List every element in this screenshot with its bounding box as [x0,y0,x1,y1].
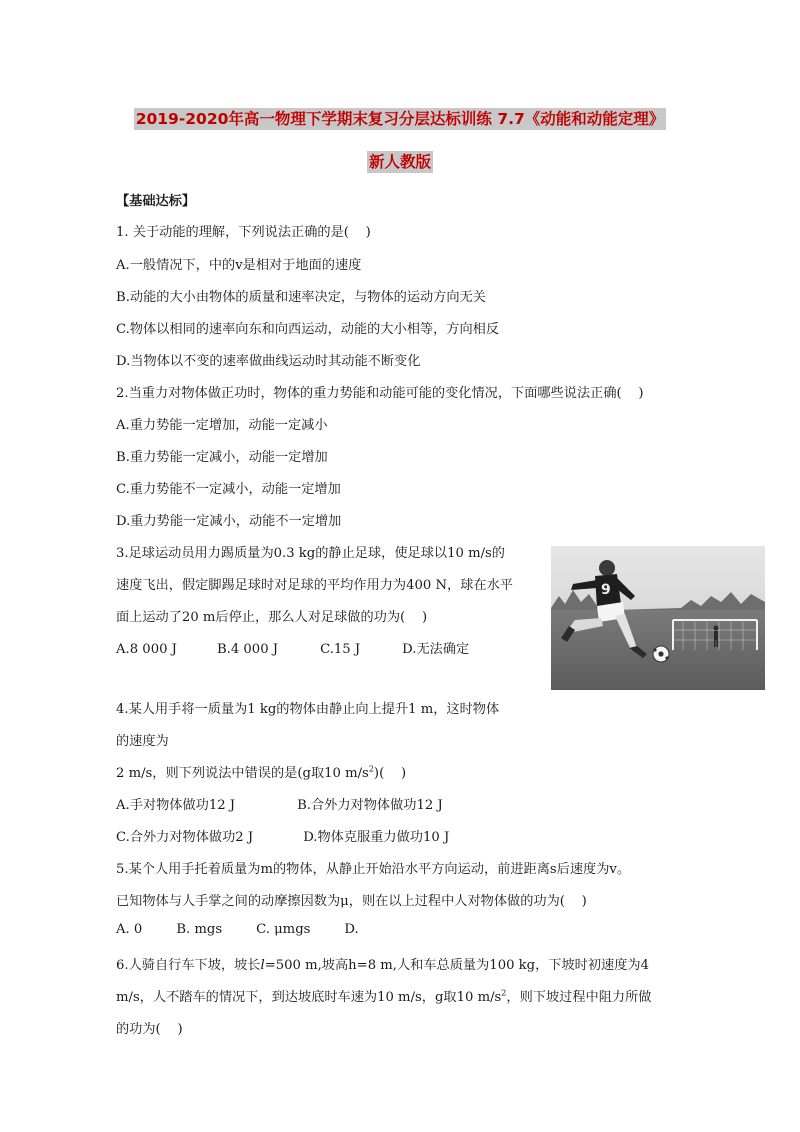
question-5-option-d: D. [344,922,359,937]
question-5-option-a: A. 0 [116,922,143,937]
question-4-stem-line-2: 的速度为 [116,734,169,749]
question-4-stem-line-3: 2 m/s，则下列说法中错误的是(g取10 $m/s^2$)( ) [116,764,407,781]
question-6-stem-line-1: 6.人骑自行车下坡，坡长l=500 m,坡高h=8 m,人和车总质量为100 kg，下坡时初速度为4 [116,958,649,973]
question-4-options-row-2 [116,826,449,845]
question-2-option-a: A.重力势能一定增加，动能一定减小 [116,418,328,433]
question-1-option-c: C.物体以相同的速率向东和向西运动，动能的大小相等，方向相反 [116,322,500,337]
question-1-option-d: D.当物体以不变的速率做曲线运动时其动能不断变化 [116,354,421,369]
question-2-option-b: B.重力势能一定减小，动能一定增加 [116,450,328,465]
question-5-option-b: B. mgs [176,922,223,937]
soccer-photo-illustration [551,546,765,690]
question-3-option-a: A.8 000 J [116,642,177,657]
document-title-line-2: 新人教版 [368,153,431,171]
question-4-stem-line-1: 4.某人用手将一质量为1 kg的物体由静止向上提升1 m，这时物体 [116,702,500,717]
question-3-stem-line-1: 3.足球运动员用力踢质量为0.3 kg的静止足球，使足球以10 m/s的 [116,546,505,561]
question-6-stem-line-2: m/s，人不踏车的情况下，到达坡底时车速为10 m/s，g取10 $m/s^2$，则下坡过程中阻力所做 [116,988,652,1005]
question-1-option-a: A.一般情况下，中的v是相对于地面的速度 [116,258,362,273]
question-1-option-b: B.动能的大小由物体的质量和速率决定，与物体的运动方向无关 [116,290,486,305]
svg-text:9: 9 [601,582,611,598]
question-3-option-b: B.4 000 J [216,642,279,657]
question-4-option-d: D.物体克服重力做功10 J [303,830,450,845]
document-title-line-1: 2019-2020年高一物理下学期末复习分层达标训练 7.7《动能和动能定理》 [135,110,665,128]
question-3-option-c: C.15 J [320,642,361,657]
question-2-stem: 2.当重力对物体做正功时，物体的重力势能和动能可能的变化情况，下面哪些说法正确( ) [116,386,644,401]
soccer-player-photo [551,546,765,690]
question-4-option-a: A.手对物体做功12 J [116,798,236,813]
question-5-stem-line-2: 已知物体与人手掌之间的动摩擦因数为μ，则在以上过程中人对物体做的功为( ) [116,894,587,909]
question-2-option-c: C.重力势能不一定减小，动能一定增加 [116,482,341,497]
question-3-option-d: D.无法确定 [402,642,470,657]
section-heading: 【基础达标】 [116,194,196,209]
question-4-option-c: C.合外力对物体做功2 J [116,830,254,845]
question-5-options [116,922,359,937]
question-2-option-d: D.重力势能一定减小，动能不一定增加 [116,514,342,529]
question-4-option-b: B.合外力对物体做功12 J [297,798,443,813]
question-6-stem-line-3: 的功为( ) [116,1022,183,1037]
question-3-stem-line-2: 速度飞出，假定脚踢足球时对足球的平均作用力为400 N，球在水平 [116,578,513,593]
question-3-options [116,638,469,657]
question-4-options-row-1 [116,794,443,813]
question-1-stem: 1. 关于动能的理解，下列说法正确的是( ) [116,225,371,240]
question-3-stem-line-3: 面上运动了20 m后停止，那么人对足球做的功为( ) [116,610,428,625]
question-5-option-c: C. μmgs [256,922,311,937]
question-5-stem-line-1: 5.某个人用手托着质量为m的物体，从静止开始沿水平方向运动，前进距离s后速度为v。 [116,862,631,877]
